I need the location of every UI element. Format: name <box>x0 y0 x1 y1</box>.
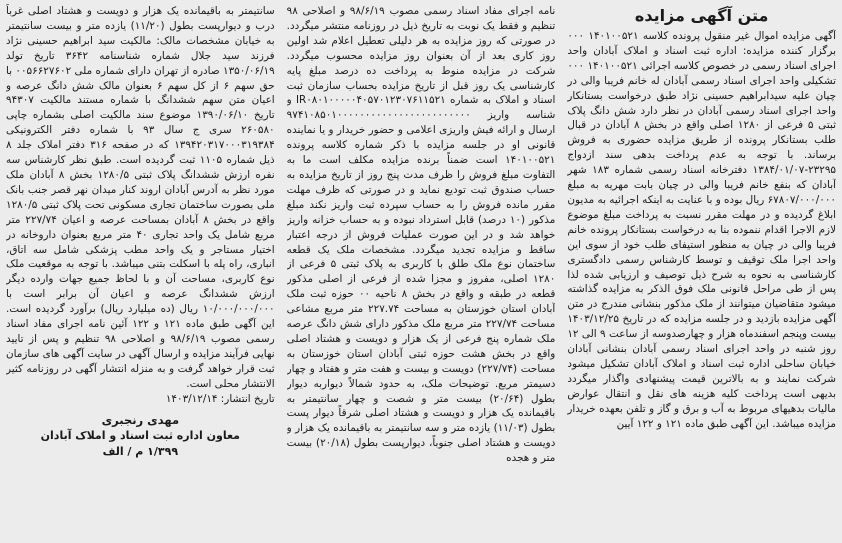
notice-text-column-2: نامه اجرای مفاد اسناد رسمی مصوب ۹۸/۶/۱۹ و اصلاحی ۹۸ تنظیم و فقط یک نوبت به تاریخ ذیل در روزنامه منتشر میگردد. در صورتی که روز مزایده به هر دلیلی تعطیل اعلام شد اولین روز کاری بعد از آن بعنوان روز مزایده محسوب میگردد. شرکت در مزایده منوط به پرداخت ده درصد مبلغ پایه کارشناسی یک روز قبل از تاریخ مزایده بحساب سازمان ثبت اسناد و املاک به شماره IR۰۸۰۱۰۰۰۰۰۴۰۵۷۰۱۲۳۰۷۶۱۱۵۲۱ و شناسه واریز ۹۷۴۱۰۸۵۰۱۰۰۰۰۰۰۰۰۰۰۰۰۰۰۰۰۰۰۰۰۰۰۰۰ ارسال و ارائه فیش واریزی اعلامی و حضور خریدار و یا نماینده قانونی او در جلسه مزایده با ذکر شماره کلاسه پرونده ۱۴۰۱۰۰۵۲۱ است ضمناً برنده مزایده مکلف است ما به التفاوت مبلغ فروش را ظرف مدت پنج روز از تاریخ مزایده به حساب صندوق ثبت تودیع نماید و در صورتی که ظرف مهلت مقرر مانده فروش را به حساب سپرده ثبت واریز نکند مبلغ مذکور (۱۰ درصد) قابل استرداد نبوده و به حساب خزانه واریز خواهد شد و در این صورت عملیات فروش از درجه اعتبار ساقط و مزایده تجدید میگردد. مشخصات ملک یک قطعه ساختمان نوع ملک طلق با کاربری به پلاک ثبتی ۵ فرعی از ۱۲۸۰ اصلی، مفروز و مجزا شده از فرعی از اصلی مذکور قطعه در طبقه و واقع در بخش ۸ ناحیه ۰۰ حوزه ثبت ملک آبادان استان خوزستان به مساحت ۲۲۷.۷۴ متر مربع مشاعی مساحت ۲۲۷/۷۴ متر مربع ملک مذکور دارای شش دانگ عرصه ملک شماره پنج فرعی از یک هزار و دویست و هشتاد اصلی واقع در بخش هشت حوزه ثبتی آبادان استان خوزستان به مساحت (۲۲۷/۷۴) دویست و بیست و هفت متر و هفتاد و چهار دسیمتر مربع. توضیحات ملک، به حدود شمالاً دیواربه دیوار بطول (۲۰/۶۴) بیست متر و شصت و چهار سانتیمتر به باقیمانده یک هزار و دویست و هشتاد اصلی شرقاً دیوار پست بطول (۱۱/۰۳) یازده متر و سه سانتیمتر به باقیمانده یک هزار و دویست و هشتاد اصلی جنوباً، دیوارپست بطول (۲۰/۱۸) بیست متر و هجده <box>286 5 556 465</box>
notice-columns <box>6 4 836 541</box>
notice-text-column-1: آگهی مزایده اموال غیر منقول پرونده کلاسه ۱۴۰۱۰۰۵۲۱ ۰۰۰ برگزار کننده مزایده: اداره ثبت اسناد و املاک آبادان واحد اجرای اسناد رسمی در خصوص کلاسه اجرائی ۱۴۰۱۰۰۵۲۱ ۰۰۰ تشکیلی واحد اجرای اسناد رسمی آبادان له خانم فریبا والی در چیان علیه سیدابراهیم حسینی نژاد طبق درخواست بستانکار واحد اجرای اسناد رسمی آبادان در نظر دارد شش دانگ پلاک ثبتی ۵ فرعی از ۱۲۸۰ اصلی واقع در بخش ۸ آبادان در قبال طلب بستانکار پرونده از طریق مزایده حضوری به فروش برساند. با توجه به عدم پرداخت بدهی سند ازدواج ۲۳۲۹۵-۱۳۸۴/۰۱/۰۷ دفترخانه اسناد رسمی شماره ۱۸۳ شهر آبادان که بنفع خانم فریبا والی در چیان بابت مهریه به مبلغ ۶۷۸۰۷/۰۰۰/۰۰۰ ریال بوده و با عنایت به اینکه اجرائیه به مدیون ابلاغ گردیده و در مهلت مقرر نسبت به پرداخت مبلغ موضوع لازم الاجرا اقدام ننموده بنا به درخواست بستانکار پرونده خانم فریبا والی در چیان به منظور استیفای طلب خود از سوی این واحد اجرا ملک توقیف و توسط کارشناس رسمی دادگستری کارشناسی به نحوه به شرح ذیل توصیف و ارزیابی شده لذا پس از طی مراحل قانونی ملک فوق الذکر به مزایده گذاشته میشود متقاضیان میتوانند از ملک مذکور بنشانی مندرج در متن آگهی مزایده بازدید و در جلسه مزایده که در تاریخ ۱۴۰۳/۱۲/۲۵ بیست وپنجم اسفندماه هزار و چهارصدوسه از ساعت ۹ الی ۱۲ روز شنبه در واحد اجرای اسناد رسمی آبادان بنشانی آبادان خیابان ساحلی اداره ثبت اسناد و املاک آبادان تشکیل میشود شرکت نمایند و به بالاترین قیمت پیشنهادی واگذار میگردد بدیهی است پرداخت کلیه هزینه های نقل و انتقال عوارض مالیات بدهیهای مربوط به آب و برق و گاز و تلفن بعهده خریدار مزایده میباشد. این آگهی طبق ماده ۱۲۱ و ۱۲۲ آیین <box>567 30 836 430</box>
notice-text-column-3: سانتیمتر به باقیمانده یک هزار و دویست و هشتاد اصلی غرباً درب و دیوارپست بطول (۱۱/۲۰) یازده متر و بیست سانتیمتر به خیابان مشخصات مالک: مالکیت سید ابراهیم حسینی نژاد فرزند سید جلال شماره شناسنامه ۳۶۴۲ تاریخ تولد ۱۳۵۰/۰۶/۱۹ صادره از تهران دارای شماره ملی ۰۰۵۶۶۲۷۶۰۲ با حق سهم ۶ از کل سهم ۶ بعنوان مالک شش دانگ عرصه و اعیان متن سهم ششدانگ با شماره مستند مالکیت ۹۴۳۰۷ تاریخ ۱۳۹۰/۰۶/۱۰ موضوع سند مالکیت اصلی بشماره چاپی ۲۶۰۵۸۰ سری ج سال ۹۳ با شماره دفتر الکترونیکی ۱۳۹۴۲۰۳۱۷۰۰۰۳۱۹۳۸۴ که در صفحه ۳۱۶ دفتر املاک جلد ۸ ذیل شماره ۱۱۰۵ ثبت گردیده است. طبق نظر کارشناس سه نفره ارزش ششدانگ پلاک ثبتی ۱۲۸۰/۵ بخش ۸ آبادان ملک مورد نظر به آدرس آبادان اروند کنار میدان نهر قصر جنب بانک ملی بصورت ساختمان تجاری مسکونی تحت پلاک ثبتی ۱۲۸۰/۵ واقع در بخش ۸ آبادان بمساحت عرصه و اعیان ۲۲۷/۷۴ متر مربع شامل یک واحد تجاری ۴۰ متر مربع بعنوان داروخانه در اختیار مستاجر و یک واحد مطب پزشکی شامل سه اتاق، انباری، راه پله با اسکلت بتنی میباشد. با توجه به موقعیت ملک نوع کاربری، مساحت آن و با لحاظ جمیع جهات وارده دیگر ارزش ششدانگ عرصه و اعیان آن برابر است با ۱۰/۰۰۰/۰۰۰/۰۰۰ ریال (ده میلیارد ریال) برآورد گردیده است. این آگهی طبق ماده ۱۲۱ و ۱۲۲ آئین نامه اجرای مفاد اسناد رسمی مصوب ۹۸/۶/۱۹ و اصلاحی ۹۸ تنظیم و پس از تایید نهایی فرآیند مزایده و ارسال آگهی در سایت آگهی های سازمان ثبت قرار خواهد گرفت و به منزله انتشار آگهی در روزنامه کثیر الانتشار محلی است. <box>5 5 275 390</box>
signer-role: معاون اداره ثبت اسناد و املاک آبادان <box>40 429 240 443</box>
notice-title: متن آگهی مزایده <box>634 6 769 25</box>
publication-date: تاریخ انتشار: ۱۴۰۳/۱۲/۱۴ <box>165 392 275 405</box>
notice-column-left <box>6 4 275 541</box>
reference-code: ۱/۳۹۹ م / الف <box>102 445 179 459</box>
signature-block <box>6 412 275 460</box>
notice-column-middle <box>287 4 556 541</box>
signer-name: مهدی رنجبری <box>101 413 180 428</box>
notice-column-right <box>567 4 836 541</box>
